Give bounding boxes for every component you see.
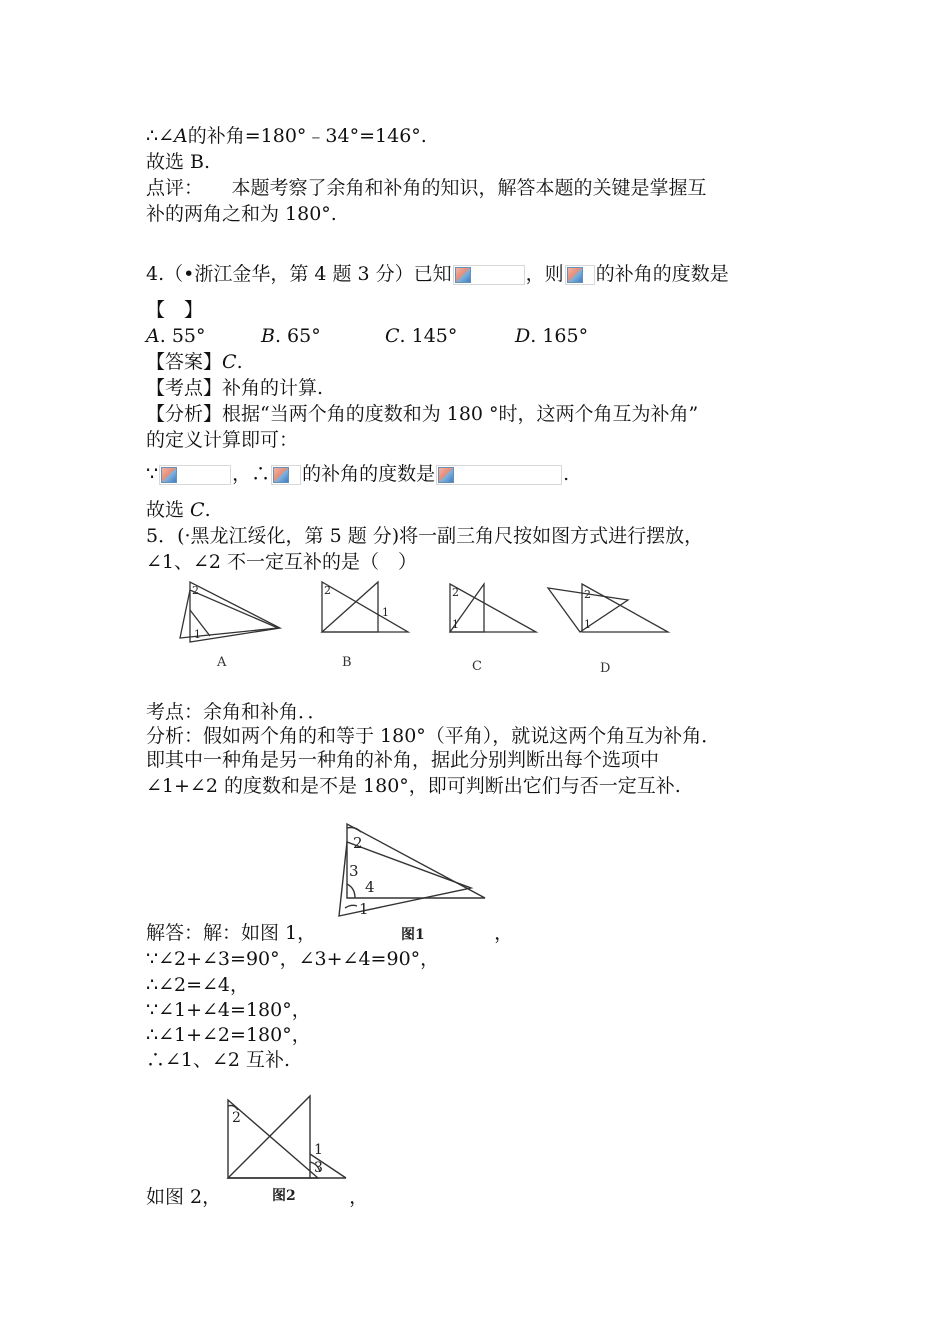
question-4-stem: 4.（•浙江金华，第 4 题 3 分）已知 ，则 的补角的度数是 [146,263,729,285]
calculation-line: ∵ ，∴ 的补角的度数是 . [146,463,570,485]
angle-label: 4 [365,878,375,896]
triangle-shape [582,584,668,632]
figure-option-b [322,582,408,632]
figure-caption: B [342,655,352,670]
angle-label: 1 [382,606,389,619]
question-5-stem-2: ∠1、∠2 不一定互补的是（ ） [146,551,418,573]
angle-label: 1 [584,618,591,631]
angle-label: 2 [324,584,331,597]
option-b: B. 65° [261,325,321,347]
angle-label: 1 [194,628,201,641]
angle-label: 2 [232,1110,241,1126]
solution-step-2: ∴∠2=∠4， [146,974,250,996]
option-figures [150,570,690,685]
triangle-shape [322,582,408,632]
option-a: A. 55° [146,325,206,347]
broken-image-icon [567,267,583,283]
formula-image-placeholder [436,465,562,485]
solution-intro: 解答：解：如图 1， ， [146,922,514,944]
solution-step-3: ∵∠1+∠4=180°， [146,999,311,1021]
answer-line: 【答案】C. [146,351,243,373]
option-c: C. 145° [385,325,458,347]
text-line-choice: 故选 B. [146,151,211,173]
broken-image-icon [273,467,289,483]
q5-analysis-line-3: ∠1+∠2 的度数和是不是 180°，即可判断出它们与否一定互补. [146,775,681,797]
option-d: D. 165° [515,325,589,347]
text-line-comment-1: 点评： 本题考察了余角和补角的知识，解答本题的关键是掌握互 [146,177,707,199]
figure-caption: 图1 [401,927,425,943]
angle-arc [347,828,361,833]
answer-bracket: 【 】 [146,299,204,321]
formula-image-placeholder [565,265,595,285]
figure-caption: 图2 [272,1188,296,1204]
angle-label: 2 [452,586,459,599]
figure-option-d [548,584,668,632]
triangle-shape [228,1096,310,1178]
solution-step-4: ∴∠1+∠2=180°， [146,1024,311,1046]
angle-arc [345,905,357,908]
figure-option-c [450,584,536,632]
angle-label: 1 [452,618,459,631]
topic-line: 【考点】补角的计算. [146,377,324,399]
formula-image-placeholder [453,265,525,285]
formula-image-placeholder [271,465,301,485]
solution-step-1: ∵∠2+∠3=90°，∠3+∠4=90°， [146,948,440,970]
angle-label: 1 [359,900,369,918]
angle-label: 3 [314,1160,323,1176]
figure-2-line: 如图 2， ， [146,1186,369,1208]
angle-arc [347,884,355,898]
broken-image-icon [438,467,454,483]
angle-label: 2 [192,584,199,597]
figure-caption: D [600,661,611,676]
triangle-shape [228,1100,318,1178]
question-5-stem-1: 5．(·黑龙江绥化，第 5 题 分)将一副三角尺按如图方式进行摆放， [146,525,704,547]
analysis-line-2: 的定义计算即可： [146,429,299,451]
choice-line: 故选 C. [146,499,211,521]
figure-caption: C [472,659,482,674]
text-line-conclusion: ∴∠A的补角=180°﹣34°=146°. [146,125,427,147]
formula-image-placeholder [159,465,231,485]
broken-image-icon [161,467,177,483]
text-line-comment-2: 补的两角之和为 180°. [146,203,337,225]
triangle-shape [450,584,536,632]
angle-label: 3 [349,862,359,880]
analysis-line-1: 【分析】根据“当两个角的度数和为 180 °时，这两个角互为补角” [146,403,699,425]
figure-caption: A [217,655,227,670]
q5-analysis-line-1: 分析：假如两个角的和等于 180°（平角），就说这两个角互为补角． [146,725,721,747]
broken-image-icon [455,267,471,283]
q5-topic-line: 考点：余角和补角．． [146,701,327,723]
angle-label: 2 [584,588,591,601]
q5-analysis-line-2: 即其中一种角是另一种角的补角，据此分别判断出每个选项中 [146,749,660,771]
angle-label: 2 [353,834,363,852]
solution-step-5: ∴∠1、∠2 互补. [146,1049,291,1071]
angle-label: 1 [314,1142,323,1158]
